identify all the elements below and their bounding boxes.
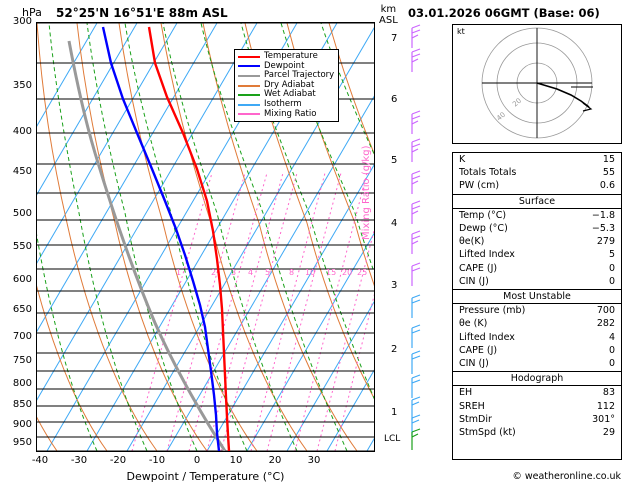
hodograph-unit-label: kt — [457, 27, 465, 36]
row-value: 4 — [608, 331, 615, 343]
mixratio-label-5: 5 — [265, 268, 271, 277]
legend-label-parcel: Parcel Trajectory — [264, 70, 335, 81]
wind-barb-column — [400, 22, 434, 452]
legend-swatch-parcel — [238, 75, 260, 77]
row-key: Lifted Index — [459, 249, 515, 261]
row-value: 29 — [602, 427, 615, 439]
mixratio-label-25: 25 — [357, 268, 368, 277]
xtick-neg30: -30 — [70, 455, 88, 466]
mixratio-label-4: 4 — [248, 268, 254, 277]
table-row — [453, 317, 621, 330]
row-value: 0 — [608, 262, 615, 274]
hodograph-ring-label-40: 40 — [495, 110, 508, 123]
legend-swatch-isotherm — [238, 104, 260, 106]
km-unit-line2: ASL — [379, 15, 398, 26]
row-value: 0 — [608, 358, 615, 370]
table-row — [453, 209, 621, 222]
table-row — [453, 275, 621, 288]
row-key: CAPE (J) — [459, 262, 498, 274]
row-key: CAPE (J) — [459, 344, 498, 356]
row-value: 0 — [608, 344, 615, 356]
row-value: 0 — [608, 275, 615, 287]
chart-legend — [234, 49, 339, 122]
row-value: 112 — [596, 400, 615, 412]
legend-label-temperature: Temperature — [264, 51, 318, 61]
station-title: 52°25'N 16°51'E 88m ASL — [56, 6, 228, 20]
mixratio-label-3: 3 — [231, 268, 237, 277]
ytick-950: 950 — [12, 437, 32, 448]
ytick-300: 300 — [12, 16, 32, 27]
ytick-800: 800 — [12, 378, 32, 389]
row-key: θe (K) — [459, 318, 488, 330]
km-tick-3: 3 — [391, 280, 398, 291]
ytick-500: 500 — [12, 208, 32, 219]
xtick-neg40: -40 — [31, 455, 49, 466]
ytick-850: 850 — [12, 399, 32, 410]
row-value: 279 — [596, 236, 615, 248]
table-row — [453, 179, 621, 192]
hodograph-ring-label-20: 20 — [511, 96, 524, 109]
ytick-700: 700 — [12, 331, 32, 342]
row-key: K — [459, 154, 466, 165]
hodograph-panel — [452, 24, 622, 144]
xtick-20: 20 — [268, 455, 282, 466]
row-value: 700 — [596, 305, 615, 317]
mixing-ratio-axis-label: Mixing Ratio (g/kg) — [361, 145, 372, 240]
table-row — [453, 331, 621, 344]
ytick-750: 750 — [12, 355, 32, 366]
xtick-neg10: -10 — [148, 455, 166, 466]
mixratio-label-10: 10 — [305, 268, 316, 277]
row-key: StmDir — [459, 413, 492, 425]
wind-barb-group-upper — [412, 25, 420, 286]
row-key: Totals Totals — [459, 167, 517, 179]
ytick-600: 600 — [12, 274, 32, 285]
ytick-650: 650 — [12, 304, 32, 315]
table-row — [453, 357, 621, 370]
row-key: Lifted Index — [459, 331, 515, 343]
section-header-hodograph: Hodograph — [453, 371, 621, 386]
table-row — [453, 248, 621, 261]
km-tick-1: 1 — [391, 407, 398, 418]
row-key: Dewp (°C) — [459, 223, 508, 235]
table-row — [453, 153, 621, 166]
row-value: 15 — [602, 154, 615, 165]
x-axis-title: Dewpoint / Temperature (°C) — [126, 470, 285, 483]
table-row — [453, 235, 621, 248]
legend-item-mixing-ratio — [238, 110, 334, 120]
row-value: 0.6 — [599, 180, 615, 192]
xtick-0: 0 — [193, 455, 201, 466]
legend-label-dry-adiabat: Dry Adiabat — [264, 79, 315, 90]
legend-swatch-temperature — [238, 56, 260, 58]
km-tick-4: 4 — [391, 218, 398, 229]
km-tick-6: 6 — [391, 94, 398, 105]
row-key: θe(K) — [459, 236, 485, 248]
mixratio-label-8: 8 — [289, 268, 295, 277]
wind-barb-svg — [400, 22, 434, 452]
ytick-400: 400 — [12, 126, 32, 137]
row-key: Pressure (mb) — [459, 305, 526, 317]
row-value: 55 — [602, 167, 615, 179]
row-key: CIN (J) — [459, 275, 489, 287]
xtick-30: 30 — [307, 455, 321, 466]
table-row — [453, 304, 621, 317]
ytick-450: 450 — [12, 166, 32, 177]
table-row — [453, 262, 621, 275]
table-row — [453, 413, 621, 426]
row-key: StmSpd (kt) — [459, 427, 516, 439]
km-unit-line1: km — [380, 4, 397, 15]
section-header-most-unstable: Most Unstable — [453, 289, 621, 304]
row-key: CIN (J) — [459, 358, 489, 370]
mixratio-label-2: 2 — [211, 268, 217, 277]
table-row — [453, 166, 621, 179]
xtick-10: 10 — [229, 455, 243, 466]
ytick-900: 900 — [12, 419, 32, 430]
pressure-unit-label: hPa — [22, 6, 42, 19]
row-value: −1.8 — [591, 209, 615, 221]
ytick-350: 350 — [12, 80, 32, 91]
legend-swatch-wet-adiabat — [238, 94, 260, 96]
mixratio-label-20: 20 — [342, 268, 353, 277]
hodograph-arrowhead — [583, 103, 591, 111]
table-row — [453, 426, 621, 439]
sounding-indices-table — [452, 152, 622, 460]
row-key: Temp (°C) — [459, 209, 507, 221]
km-tick-2: 2 — [391, 344, 398, 355]
section-header-surface: Surface — [453, 194, 621, 209]
table-row — [453, 344, 621, 357]
km-tick-7: 7 — [391, 33, 398, 44]
copyright-footer: © weatheronline.co.uk — [512, 471, 621, 482]
legend-label-isotherm: Isotherm — [264, 98, 302, 109]
row-value: −5.3 — [591, 223, 615, 235]
wind-barb-group-mid — [412, 295, 420, 436]
row-key: PW (cm) — [459, 180, 500, 192]
ytick-550: 550 — [12, 241, 32, 252]
hodograph-svg — [453, 25, 621, 143]
legend-swatch-mixing-ratio — [238, 113, 260, 115]
table-row — [453, 222, 621, 235]
legend-label-wet-adiabat: Wet Adiabat — [264, 89, 316, 100]
datetime-title: 03.01.2026 06GMT (Base: 06) — [408, 6, 600, 20]
row-key: SREH — [459, 400, 485, 412]
xtick-neg20: -20 — [109, 455, 127, 466]
legend-label-dewpoint: Dewpoint — [264, 60, 305, 71]
row-value: 5 — [608, 249, 615, 261]
mixratio-label-1: 1 — [176, 268, 182, 277]
legend-swatch-dry-adiabat — [238, 85, 260, 87]
row-key: EH — [459, 387, 473, 399]
km-tick-5: 5 — [391, 155, 398, 166]
table-row — [453, 386, 621, 399]
row-value: 282 — [596, 318, 615, 330]
row-value: 83 — [602, 387, 615, 399]
lcl-label: LCL — [384, 434, 401, 444]
legend-label-mixing-ratio: Mixing Ratio — [264, 108, 317, 119]
skewt-plot — [36, 22, 375, 452]
row-value: 301° — [592, 413, 615, 425]
mixratio-label-15: 15 — [326, 268, 337, 277]
table-row — [453, 400, 621, 413]
wind-barb-group-surface — [412, 429, 420, 450]
legend-swatch-dewpoint — [238, 65, 260, 67]
